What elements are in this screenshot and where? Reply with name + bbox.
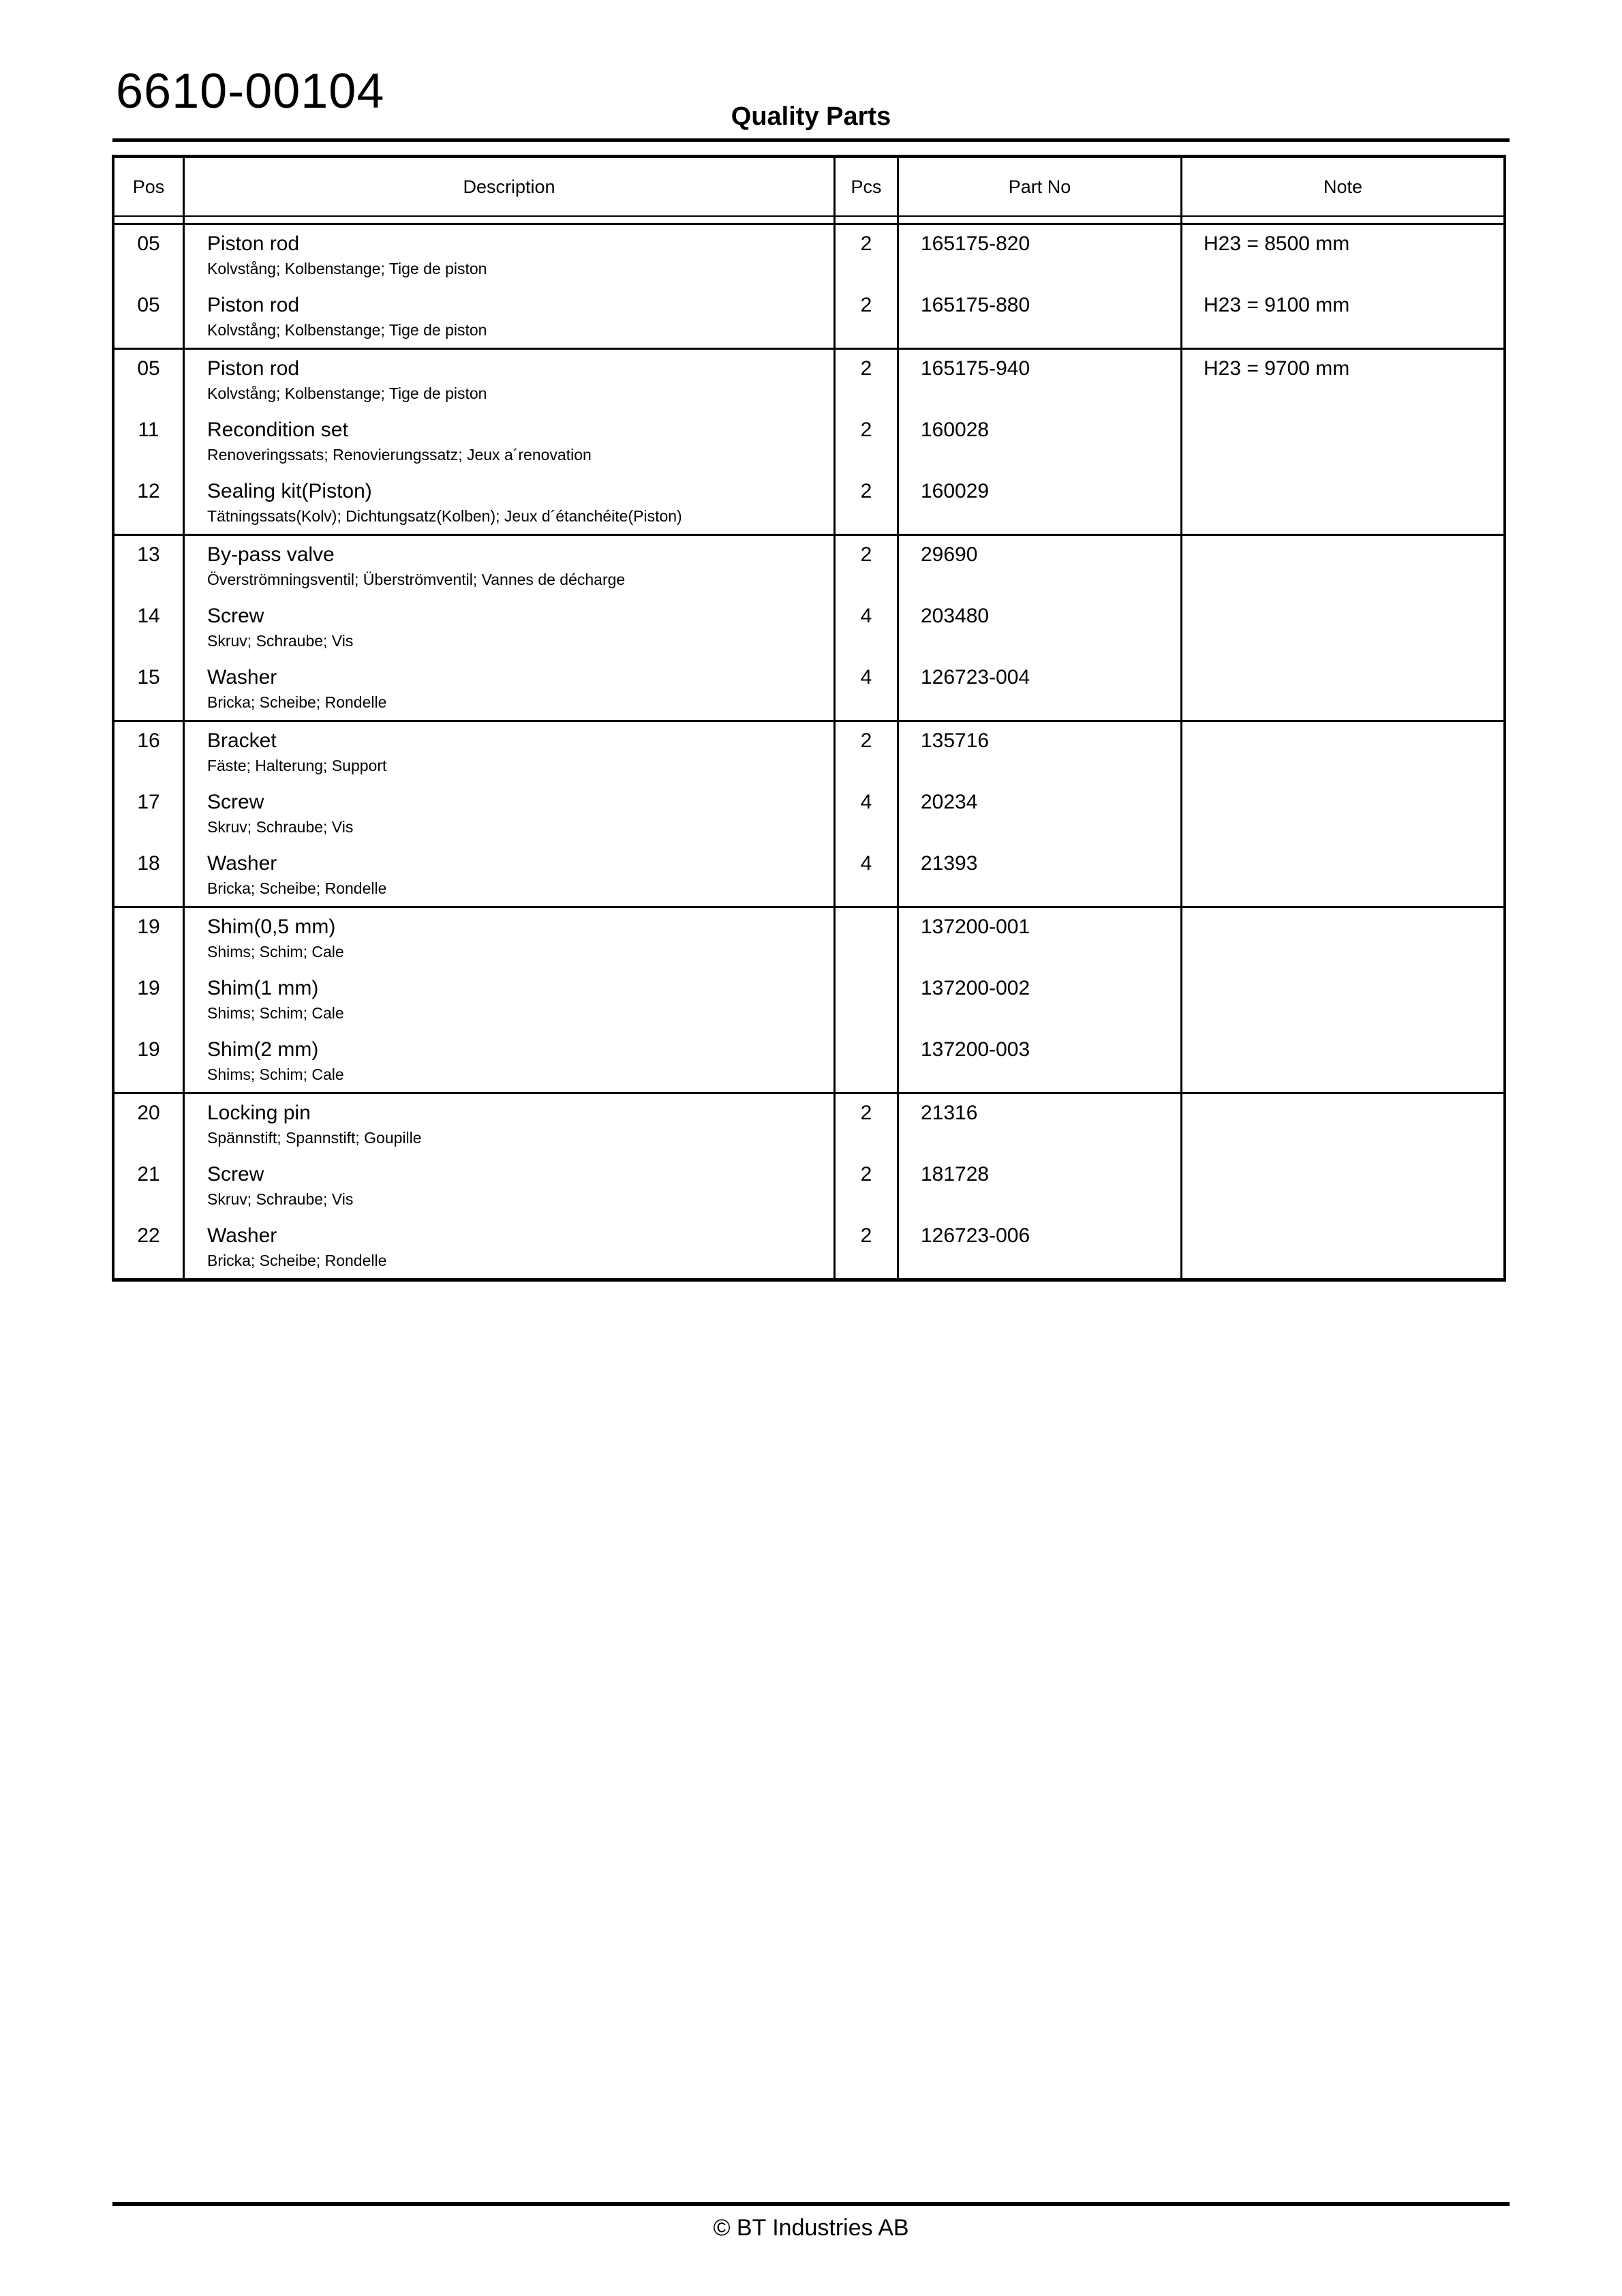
pos-cell (114, 536, 185, 597)
note-cell (1182, 472, 1503, 534)
pcs-value: 2 (860, 1224, 872, 1247)
part-no-value: 165175-880 (921, 294, 1030, 316)
part-no-value: 165175-820 (921, 232, 1030, 255)
description-cell (185, 411, 836, 472)
row-group (114, 906, 1503, 1092)
pcs-value: 4 (860, 852, 872, 875)
part-no-value: 29690 (921, 543, 978, 566)
pcs-value: 2 (860, 232, 872, 255)
part-name-translations: Bricka; Scheibe; Rondelle (207, 879, 387, 897)
column-header-pcs: Pcs (836, 158, 899, 215)
part-no-cell (899, 350, 1182, 411)
pcs-cell (836, 597, 899, 659)
pcs-value: 2 (860, 480, 872, 502)
note-cell (1182, 411, 1503, 472)
part-no-cell (899, 722, 1182, 783)
pos-cell (114, 908, 185, 969)
table-row (114, 286, 1503, 348)
pcs-cell (836, 1094, 899, 1155)
pos-value: 13 (137, 543, 160, 566)
part-name: Sealing kit(Piston) (207, 480, 372, 502)
pos-value: 17 (137, 791, 160, 813)
part-name-translations: Tätningssats(Kolv); Dichtungsatz(Kolben); Jeux d´étanchéite(Piston) (207, 507, 682, 525)
note-cell (1182, 845, 1503, 906)
table-row (114, 350, 1503, 411)
pos-cell (114, 783, 185, 845)
part-no-value: 137200-002 (921, 977, 1030, 999)
note-cell (1182, 350, 1503, 411)
note-cell (1182, 1094, 1503, 1155)
description-cell (185, 1031, 836, 1092)
part-no-value: 181728 (921, 1163, 990, 1185)
part-no-cell (899, 908, 1182, 969)
table-row (114, 783, 1503, 845)
part-name-translations: Kolvstång; Kolbenstange; Tige de piston (207, 384, 487, 402)
part-no-value: 160029 (921, 480, 990, 502)
row-group (114, 720, 1503, 906)
part-name-translations: Fäste; Halterung; Support (207, 757, 387, 774)
part-name: Piston rod (207, 357, 300, 380)
note-cell (1182, 286, 1503, 348)
part-no-value: 137200-003 (921, 1038, 1030, 1061)
pcs-cell (836, 350, 899, 411)
description-cell (185, 783, 836, 845)
part-name-translations: Skruv; Schraube; Vis (207, 818, 354, 836)
note-value: H23 = 9700 mm (1204, 357, 1350, 380)
row-group (114, 1092, 1503, 1278)
pos-cell (114, 1155, 185, 1217)
pos-cell (114, 845, 185, 906)
header-double-line-gap (114, 217, 1503, 223)
pos-value: 22 (137, 1224, 160, 1247)
description-cell (185, 225, 836, 286)
part-name: Locking pin (207, 1102, 311, 1124)
pos-value: 12 (137, 480, 160, 502)
part-name-translations: Bricka; Scheibe; Rondelle (207, 693, 387, 711)
pcs-cell (836, 411, 899, 472)
pcs-value: 2 (860, 729, 872, 752)
pos-cell (114, 597, 185, 659)
part-name: Washer (207, 666, 277, 689)
part-no-cell (899, 472, 1182, 534)
table-row (114, 411, 1503, 472)
pos-value: 19 (137, 977, 160, 999)
part-no-value: 160028 (921, 419, 990, 441)
pos-cell (114, 225, 185, 286)
table-row (114, 969, 1503, 1031)
pos-value: 21 (137, 1163, 160, 1185)
pcs-cell (836, 1217, 899, 1278)
page-title: Quality Parts (731, 102, 891, 131)
document-number: 6610-00104 (116, 64, 385, 119)
part-no-value: 126723-006 (921, 1224, 1030, 1247)
part-no-cell (899, 969, 1182, 1031)
part-name-translations: Kolvstång; Kolbenstange; Tige de piston (207, 321, 487, 339)
part-name: Piston rod (207, 232, 300, 255)
part-no-value: 21393 (921, 852, 978, 875)
column-header-part-no: Part No (899, 158, 1182, 215)
part-name-translations: Skruv; Schraube; Vis (207, 632, 354, 650)
description-cell (185, 350, 836, 411)
part-no-cell (899, 1031, 1182, 1092)
part-no-value: 126723-004 (921, 666, 1030, 689)
pcs-cell (836, 845, 899, 906)
pcs-cell (836, 969, 899, 1031)
pos-cell (114, 1094, 185, 1155)
part-no-cell (899, 411, 1182, 472)
description-cell (185, 659, 836, 720)
description-cell (185, 1094, 836, 1155)
pcs-value: 2 (860, 294, 872, 316)
pos-value: 14 (137, 605, 160, 627)
part-no-cell (899, 286, 1182, 348)
part-no-value: 137200-001 (921, 916, 1030, 938)
pos-value: 16 (137, 729, 160, 752)
pcs-cell (836, 1155, 899, 1217)
part-no-value: 20234 (921, 791, 978, 813)
part-no-value: 203480 (921, 605, 990, 627)
part-name-translations: Shims; Schim; Cale (207, 943, 344, 961)
footer-divider (112, 2202, 1510, 2206)
column-header-note: Note (1323, 176, 1363, 197)
table-row (114, 908, 1503, 969)
pos-value: 18 (137, 852, 160, 875)
footer-copyright: © BT Industries AB (713, 2215, 909, 2241)
pos-value: 15 (137, 666, 160, 689)
part-name: Piston rod (207, 294, 300, 316)
table-header-row (114, 158, 1503, 217)
table-row (114, 1031, 1503, 1092)
note-value: H23 = 9100 mm (1204, 294, 1350, 316)
table-row (114, 536, 1503, 597)
part-name-translations: Shims; Schim; Cale (207, 1066, 344, 1083)
description-cell (185, 536, 836, 597)
part-no-value: 135716 (921, 729, 990, 752)
table-row (114, 597, 1503, 659)
pos-cell (114, 286, 185, 348)
part-name: Recondition set (207, 419, 348, 441)
part-no-cell (899, 783, 1182, 845)
note-cell (1182, 969, 1503, 1031)
part-name: Screw (207, 605, 264, 627)
pos-cell (114, 1031, 185, 1092)
description-cell (185, 597, 836, 659)
description-cell (185, 286, 836, 348)
part-name: Washer (207, 852, 277, 875)
part-no-value: 21316 (921, 1102, 978, 1124)
part-no-cell (899, 1094, 1182, 1155)
description-cell (185, 969, 836, 1031)
note-cell (1182, 225, 1503, 286)
pcs-cell (836, 722, 899, 783)
pcs-cell (836, 908, 899, 969)
pos-cell (114, 969, 185, 1031)
part-no-cell (899, 536, 1182, 597)
part-no-cell (899, 1155, 1182, 1217)
pcs-value: 2 (860, 419, 872, 441)
description-cell (185, 722, 836, 783)
note-cell (1182, 1155, 1503, 1217)
pcs-value: 2 (860, 1163, 872, 1185)
part-name: Bracket (207, 729, 277, 752)
header-divider (112, 138, 1510, 142)
pos-cell (114, 472, 185, 534)
pos-value: 19 (137, 916, 160, 938)
parts-table (112, 155, 1506, 1282)
part-no-cell (899, 225, 1182, 286)
pcs-value: 4 (860, 791, 872, 813)
table-row (114, 1094, 1503, 1155)
part-no-cell (899, 1217, 1182, 1278)
part-no-cell (899, 659, 1182, 720)
note-cell (1182, 597, 1503, 659)
pos-value: 05 (137, 232, 160, 255)
table-body (114, 223, 1503, 1278)
pcs-value: 2 (860, 1102, 872, 1124)
pcs-cell (836, 286, 899, 348)
column-header-pos: Pos (114, 158, 185, 215)
pos-value: 05 (137, 294, 160, 316)
pos-cell (114, 659, 185, 720)
part-name: Shim(2 mm) (207, 1038, 319, 1061)
pcs-value: 4 (860, 605, 872, 627)
note-cell (1182, 908, 1503, 969)
note-cell (1182, 783, 1503, 845)
part-name-translations: Bricka; Scheibe; Rondelle (207, 1252, 387, 1269)
table-row (114, 659, 1503, 720)
part-name: Screw (207, 791, 264, 813)
description-cell (185, 1217, 836, 1278)
table-row (114, 472, 1503, 534)
pcs-cell (836, 472, 899, 534)
part-name-translations: Skruv; Schraube; Vis (207, 1190, 354, 1208)
pcs-value: 4 (860, 666, 872, 689)
pos-value: 05 (137, 357, 160, 380)
pos-cell (114, 350, 185, 411)
description-cell (185, 1155, 836, 1217)
table-row (114, 845, 1503, 906)
part-no-cell (899, 597, 1182, 659)
pcs-value: 2 (860, 357, 872, 380)
part-name: By-pass valve (207, 543, 335, 566)
description-cell (185, 845, 836, 906)
description-cell (185, 472, 836, 534)
pcs-cell (836, 783, 899, 845)
part-name: Shim(0,5 mm) (207, 916, 336, 938)
note-cell (1182, 1031, 1503, 1092)
note-cell (1182, 659, 1503, 720)
part-name-translations: Shims; Schim; Cale (207, 1004, 344, 1022)
part-name: Shim(1 mm) (207, 977, 319, 999)
table-row (114, 1217, 1503, 1278)
pcs-value: 2 (860, 543, 872, 566)
pcs-cell (836, 536, 899, 597)
pos-cell (114, 411, 185, 472)
column-header-description: Description (185, 158, 836, 215)
part-no-value: 165175-940 (921, 357, 1030, 380)
note-cell (1182, 1217, 1503, 1278)
note-cell (1182, 536, 1503, 597)
part-name: Washer (207, 1224, 277, 1247)
row-group (114, 348, 1503, 534)
pos-cell (114, 1217, 185, 1278)
pos-cell (114, 722, 185, 783)
description-cell (185, 908, 836, 969)
pcs-cell (836, 659, 899, 720)
pos-value: 11 (138, 419, 159, 441)
part-no-cell (899, 845, 1182, 906)
table-row (114, 225, 1503, 286)
row-group (114, 534, 1503, 720)
part-name-translations: Renoveringssats; Renovierungssatz; Jeux a´renovation (207, 446, 592, 464)
part-name-translations: Spännstift; Spannstift; Goupille (207, 1129, 422, 1147)
part-name-translations: Kolvstång; Kolbenstange; Tige de piston (207, 260, 487, 277)
table-row (114, 722, 1503, 783)
table-row (114, 1155, 1503, 1217)
pcs-cell (836, 225, 899, 286)
pos-value: 20 (137, 1102, 160, 1124)
pcs-cell (836, 1031, 899, 1092)
pos-value: 19 (137, 1038, 160, 1061)
part-name: Screw (207, 1163, 264, 1185)
part-name-translations: Överströmningsventil; Überströmventil; Vannes de décharge (207, 571, 626, 588)
note-value: H23 = 8500 mm (1204, 232, 1350, 255)
row-group (114, 223, 1503, 348)
note-cell (1182, 722, 1503, 783)
